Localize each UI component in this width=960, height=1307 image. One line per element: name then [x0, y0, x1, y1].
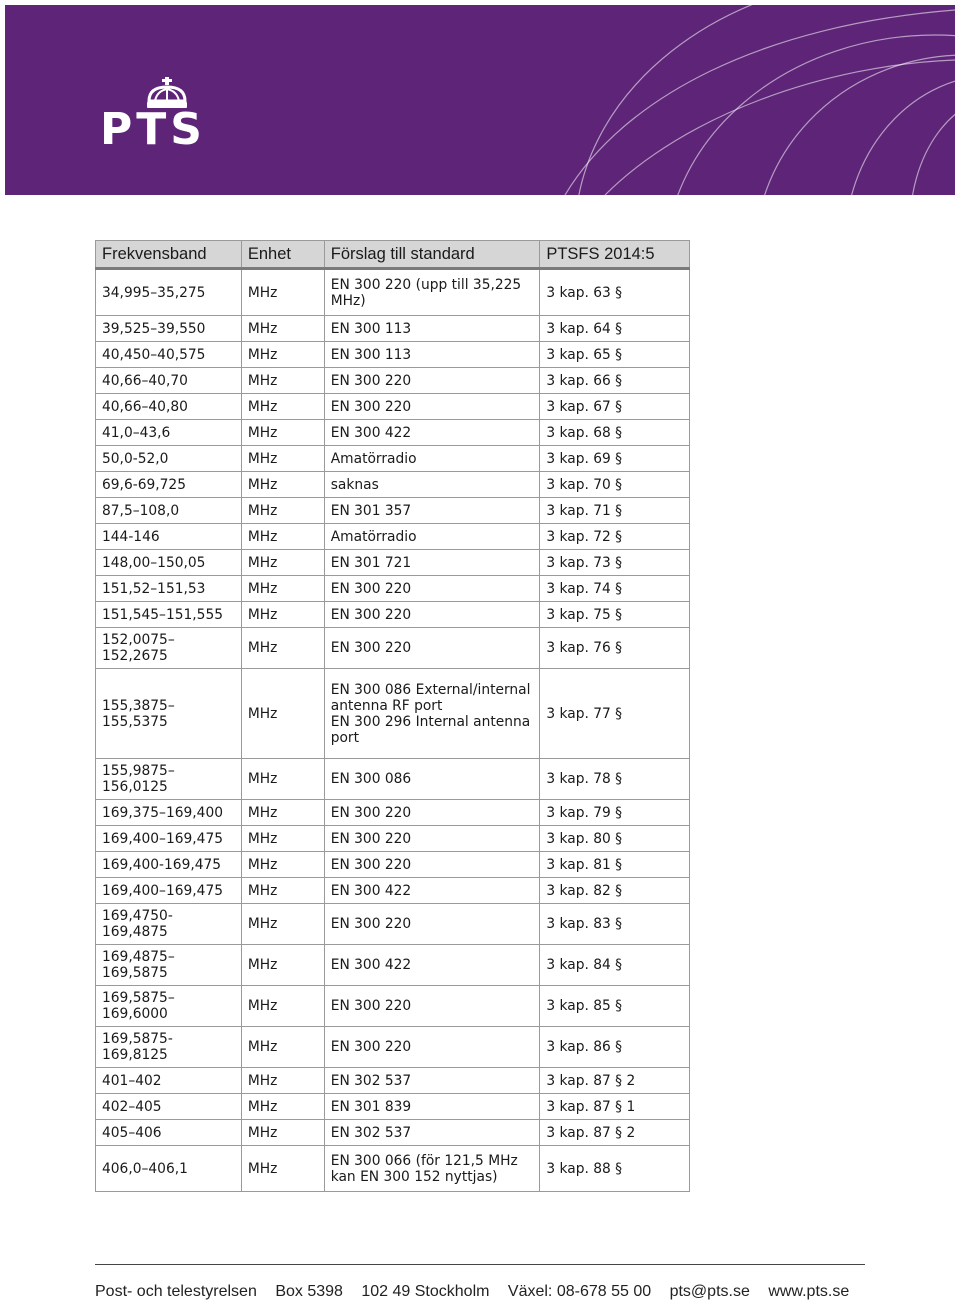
- cell-unit: MHz: [241, 878, 324, 904]
- cell-frequency-band-line: 169,400–169,475: [102, 830, 224, 847]
- cell-standard-line: EN 300 086: [330, 771, 412, 787]
- table-row: [96, 550, 690, 576]
- cell-standard: [324, 420, 540, 446]
- cell-ptsfs-reference: 3 kap. 64 §: [540, 316, 690, 342]
- cell-ptsfs-reference: 3 kap. 70 §: [540, 472, 690, 498]
- table-row: [96, 904, 690, 945]
- cell-ptsfs-reference: 3 kap. 72 §: [540, 524, 690, 550]
- cell-frequency-band: [96, 472, 242, 498]
- cell-unit: MHz: [241, 269, 324, 316]
- cell-unit: MHz: [241, 1027, 324, 1068]
- cell-unit: MHz: [241, 1120, 324, 1146]
- cell-ptsfs-reference: 3 kap. 73 §: [540, 550, 690, 576]
- cell-frequency-band: [96, 759, 242, 800]
- table-row: [96, 852, 690, 878]
- cell-ptsfs-reference: 3 kap. 76 §: [540, 628, 690, 669]
- cell-ptsfs-reference: 3 kap. 85 §: [540, 986, 690, 1027]
- cell-standard: [324, 316, 540, 342]
- cell-frequency-band: [96, 524, 242, 550]
- frequency-table: [95, 240, 690, 1192]
- header-frekvensband: Frekvensband: [96, 241, 242, 269]
- cell-standard-line: EN 300 422: [330, 882, 412, 899]
- cell-frequency-band-line: 155,9875–: [102, 763, 175, 779]
- cell-frequency-band-line: 144-146: [102, 528, 160, 545]
- cell-ptsfs-reference: 3 kap. 74 §: [540, 576, 690, 602]
- cell-standard-line: kan EN 300 152 nyttjas): [330, 1168, 498, 1185]
- cell-unit: MHz: [241, 394, 324, 420]
- cell-standard-line: EN 300 220: [330, 856, 412, 873]
- cell-unit: MHz: [241, 498, 324, 524]
- header-banner: [5, 5, 955, 195]
- table-body: [96, 269, 690, 1192]
- cell-frequency-band: [96, 1146, 242, 1192]
- cell-standard-line: EN 300 220: [330, 640, 412, 656]
- cell-unit: MHz: [241, 826, 324, 852]
- cell-frequency-band-line: 69,6-69,725: [102, 476, 186, 493]
- cell-ptsfs-reference: 3 kap. 87 § 1: [540, 1094, 690, 1120]
- cell-ptsfs-reference: 3 kap. 71 §: [540, 498, 690, 524]
- cell-frequency-band-line: 34,995–35,275: [102, 284, 206, 301]
- cell-standard: [324, 498, 540, 524]
- cell-frequency-band: [96, 826, 242, 852]
- cell-frequency-band: [96, 986, 242, 1027]
- cell-standard-line: MHz): [330, 292, 366, 309]
- cell-unit: MHz: [241, 576, 324, 602]
- cell-frequency-band: [96, 368, 242, 394]
- cell-standard-line: EN 300 220: [330, 998, 412, 1014]
- table-header-row: [96, 241, 690, 269]
- cell-ptsfs-reference: 3 kap. 80 §: [540, 826, 690, 852]
- footer-email: pts@pts.se: [669, 1283, 750, 1300]
- cell-unit: MHz: [241, 1146, 324, 1192]
- cell-frequency-band-line: 169,5875–: [102, 990, 175, 1006]
- footer-divider: [95, 1264, 865, 1265]
- cell-frequency-band: [96, 269, 242, 316]
- cell-frequency-band: [96, 576, 242, 602]
- cell-ptsfs-reference: 3 kap. 66 §: [540, 368, 690, 394]
- cell-unit: MHz: [241, 524, 324, 550]
- cell-frequency-band: [96, 1027, 242, 1068]
- cell-standard: [324, 524, 540, 550]
- table-row: [96, 1146, 690, 1192]
- cell-standard: [324, 945, 540, 986]
- cell-unit: MHz: [241, 420, 324, 446]
- cell-standard-line: EN 300 066 (för 121,5 MHz: [330, 1152, 518, 1169]
- table-row: [96, 368, 690, 394]
- cell-frequency-band-line: 40,66–40,70: [102, 372, 188, 389]
- cell-standard: [324, 1068, 540, 1094]
- cell-unit: MHz: [241, 368, 324, 394]
- table-row: [96, 1120, 690, 1146]
- header-ptsfs: PTSFS 2014:5: [540, 241, 690, 269]
- cell-standard-line: EN 300 220 (upp till 35,225: [330, 276, 522, 293]
- cell-frequency-band: [96, 394, 242, 420]
- cell-frequency-band-line: 40,450–40,575: [102, 346, 206, 363]
- cell-standard: [324, 852, 540, 878]
- cell-unit: MHz: [241, 759, 324, 800]
- table-row: [96, 472, 690, 498]
- cell-frequency-band-line: 169,8125: [102, 1047, 168, 1063]
- table-row: [96, 669, 690, 759]
- cell-standard-line: EN 300 220: [330, 372, 412, 389]
- cell-frequency-band: [96, 945, 242, 986]
- cell-standard-line: EN 300 220: [330, 580, 412, 597]
- cell-standard-line: EN 300 220: [330, 606, 412, 623]
- cell-ptsfs-reference: 3 kap. 81 §: [540, 852, 690, 878]
- cell-unit: MHz: [241, 1094, 324, 1120]
- table-row: [96, 986, 690, 1027]
- cell-frequency-band: [96, 852, 242, 878]
- cell-frequency-band-line: 148,00–150,05: [102, 554, 206, 571]
- cell-frequency-band-line: 39,525–39,550: [102, 320, 206, 337]
- cell-unit: MHz: [241, 945, 324, 986]
- table-row: [96, 602, 690, 628]
- cell-frequency-band-line: 169,4750-: [102, 908, 173, 924]
- cell-ptsfs-reference: 3 kap. 86 §: [540, 1027, 690, 1068]
- cell-standard-line: EN 300 220: [330, 398, 412, 415]
- cell-unit: MHz: [241, 602, 324, 628]
- table-row: [96, 1094, 690, 1120]
- cell-standard-line: Amatörradio: [330, 528, 417, 545]
- table-row: [96, 628, 690, 669]
- header-enhet: Enhet: [241, 241, 324, 269]
- table-row: [96, 446, 690, 472]
- cell-ptsfs-reference: 3 kap. 84 §: [540, 945, 690, 986]
- cell-frequency-band-line: 152,0075–: [102, 632, 175, 648]
- cell-frequency-band-line: 402–405: [102, 1098, 162, 1115]
- table-row: [96, 269, 690, 316]
- cell-frequency-band-line: 152,2675: [102, 648, 168, 664]
- table-row: [96, 394, 690, 420]
- cell-ptsfs-reference: 3 kap. 69 §: [540, 446, 690, 472]
- cell-frequency-band-line: 405–406: [102, 1124, 162, 1141]
- cell-ptsfs-reference: 3 kap. 88 §: [540, 1146, 690, 1192]
- table-row: [96, 826, 690, 852]
- cell-standard: [324, 576, 540, 602]
- cell-standard-line: antenna RF port: [330, 697, 443, 714]
- cell-frequency-band-line: 40,66–40,80: [102, 398, 188, 415]
- cell-frequency-band: [96, 800, 242, 826]
- cell-frequency-band-line: 151,52–151,53: [102, 580, 206, 597]
- cell-ptsfs-reference: 3 kap. 87 § 2: [540, 1068, 690, 1094]
- cell-frequency-band-line: 155,5375: [102, 713, 168, 730]
- logo-text: PTS: [100, 104, 206, 155]
- cell-standard: [324, 759, 540, 800]
- cell-unit: MHz: [241, 628, 324, 669]
- cell-unit: MHz: [241, 550, 324, 576]
- cell-standard: [324, 368, 540, 394]
- header-standard: Förslag till standard: [324, 241, 540, 269]
- footer-city: 102 49 Stockholm: [361, 1283, 490, 1300]
- cell-standard: [324, 1027, 540, 1068]
- cell-standard: [324, 878, 540, 904]
- cell-standard-line: EN 300 086 External/internal: [330, 681, 531, 698]
- table-row: [96, 316, 690, 342]
- cell-standard: [324, 394, 540, 420]
- cell-frequency-band-line: 169,4875: [102, 924, 168, 940]
- cell-frequency-band: [96, 498, 242, 524]
- table-row: [96, 759, 690, 800]
- cell-standard: [324, 800, 540, 826]
- cell-unit: MHz: [241, 669, 324, 759]
- cell-frequency-band: [96, 669, 242, 759]
- cell-standard: [324, 826, 540, 852]
- cell-ptsfs-reference: 3 kap. 63 §: [540, 269, 690, 316]
- cell-standard: [324, 628, 540, 669]
- cell-standard-line: EN 301 839: [330, 1098, 412, 1115]
- table-row: [96, 498, 690, 524]
- cell-standard-line: EN 300 113: [330, 320, 412, 337]
- table-row: [96, 800, 690, 826]
- cell-standard-line: EN 300 422: [330, 424, 412, 441]
- cell-unit: MHz: [241, 316, 324, 342]
- cell-frequency-band: [96, 1068, 242, 1094]
- cell-standard-line: EN 300 220: [330, 804, 412, 821]
- cell-frequency-band: [96, 1120, 242, 1146]
- cell-frequency-band-line: 169,5875-: [102, 1031, 173, 1047]
- cell-frequency-band-line: 87,5–108,0: [102, 502, 180, 519]
- cell-frequency-band: [96, 602, 242, 628]
- cell-unit: MHz: [241, 472, 324, 498]
- cell-standard: [324, 1120, 540, 1146]
- cell-frequency-band-line: 155,3875–: [102, 697, 175, 714]
- cell-standard-line: port: [330, 729, 360, 746]
- cell-frequency-band-line: 169,400–169,475: [102, 882, 224, 899]
- cell-standard-line: saknas: [330, 476, 379, 493]
- cell-frequency-band: [96, 420, 242, 446]
- cell-ptsfs-reference: 3 kap. 82 §: [540, 878, 690, 904]
- footer-web: www.pts.se: [768, 1283, 850, 1300]
- cell-ptsfs-reference: 3 kap. 87 § 2: [540, 1120, 690, 1146]
- cell-frequency-band: [96, 904, 242, 945]
- cell-standard-line: EN 300 220: [330, 1039, 412, 1055]
- table-row: [96, 576, 690, 602]
- table-row: [96, 342, 690, 368]
- cell-standard: [324, 472, 540, 498]
- cell-ptsfs-reference: 3 kap. 77 §: [540, 669, 690, 759]
- cell-ptsfs-reference: 3 kap. 68 §: [540, 420, 690, 446]
- cell-standard: [324, 1094, 540, 1120]
- cell-standard: [324, 602, 540, 628]
- table-row: [96, 420, 690, 446]
- cell-standard: [324, 1146, 540, 1192]
- cell-standard-line: EN 300 296 Internal antenna: [330, 713, 531, 730]
- cell-standard-line: EN 300 422: [330, 957, 412, 973]
- cell-frequency-band: [96, 628, 242, 669]
- cell-standard-line: EN 302 537: [330, 1072, 412, 1089]
- cell-frequency-band-line: 169,5875: [102, 965, 168, 981]
- cell-standard-line: EN 302 537: [330, 1124, 412, 1141]
- cell-standard: [324, 342, 540, 368]
- cell-frequency-band-line: 41,0–43,6: [102, 424, 171, 441]
- table-row: [96, 1068, 690, 1094]
- cell-frequency-band-line: 401–402: [102, 1072, 162, 1089]
- cell-unit: MHz: [241, 986, 324, 1027]
- cell-unit: MHz: [241, 904, 324, 945]
- cell-standard: [324, 904, 540, 945]
- cell-unit: MHz: [241, 852, 324, 878]
- cell-frequency-band: [96, 342, 242, 368]
- footer-phone: Växel: 08-678 55 00: [507, 1283, 652, 1300]
- footer-org: Post- och telestyrelsen: [95, 1283, 257, 1300]
- cell-standard-line: EN 300 220: [330, 830, 412, 847]
- cell-unit: MHz: [241, 800, 324, 826]
- cell-frequency-band: [96, 878, 242, 904]
- cell-frequency-band-line: 156,0125: [102, 779, 168, 795]
- footer: [95, 1283, 895, 1301]
- cell-ptsfs-reference: 3 kap. 65 §: [540, 342, 690, 368]
- table-row: [96, 878, 690, 904]
- cell-frequency-band: [96, 1094, 242, 1120]
- cell-standard-line: EN 300 113: [330, 346, 412, 363]
- cell-frequency-band-line: 169,4875–: [102, 949, 175, 965]
- cell-frequency-band: [96, 316, 242, 342]
- table-row: [96, 1027, 690, 1068]
- cell-standard: [324, 269, 540, 316]
- cell-frequency-band: [96, 446, 242, 472]
- cell-frequency-band-line: 169,375–169,400: [102, 804, 224, 821]
- cell-unit: MHz: [241, 446, 324, 472]
- cell-standard-line: EN 301 357: [330, 502, 412, 519]
- cell-ptsfs-reference: 3 kap. 78 §: [540, 759, 690, 800]
- cell-frequency-band-line: 151,545–151,555: [102, 606, 224, 623]
- cell-ptsfs-reference: 3 kap. 83 §: [540, 904, 690, 945]
- table-row: [96, 524, 690, 550]
- cell-frequency-band-line: 50,0-52,0: [102, 450, 169, 467]
- cell-frequency-band-line: 406,0–406,1: [102, 1160, 188, 1177]
- cell-standard-line: EN 301 721: [330, 554, 412, 571]
- cell-standard: [324, 669, 540, 759]
- cell-unit: MHz: [241, 1068, 324, 1094]
- cell-standard-line: EN 300 220: [330, 916, 412, 932]
- cell-ptsfs-reference: 3 kap. 75 §: [540, 602, 690, 628]
- footer-box: Box 5398: [275, 1283, 343, 1300]
- cell-ptsfs-reference: 3 kap. 79 §: [540, 800, 690, 826]
- table-row: [96, 945, 690, 986]
- cell-standard: [324, 446, 540, 472]
- cell-unit: MHz: [241, 342, 324, 368]
- cell-standard-line: Amatörradio: [330, 450, 417, 467]
- cell-standard: [324, 986, 540, 1027]
- cell-ptsfs-reference: 3 kap. 67 §: [540, 394, 690, 420]
- cell-standard: [324, 550, 540, 576]
- cell-frequency-band-line: 169,6000: [102, 1006, 168, 1022]
- cell-frequency-band: [96, 550, 242, 576]
- cell-frequency-band-line: 169,400-169,475: [102, 856, 222, 873]
